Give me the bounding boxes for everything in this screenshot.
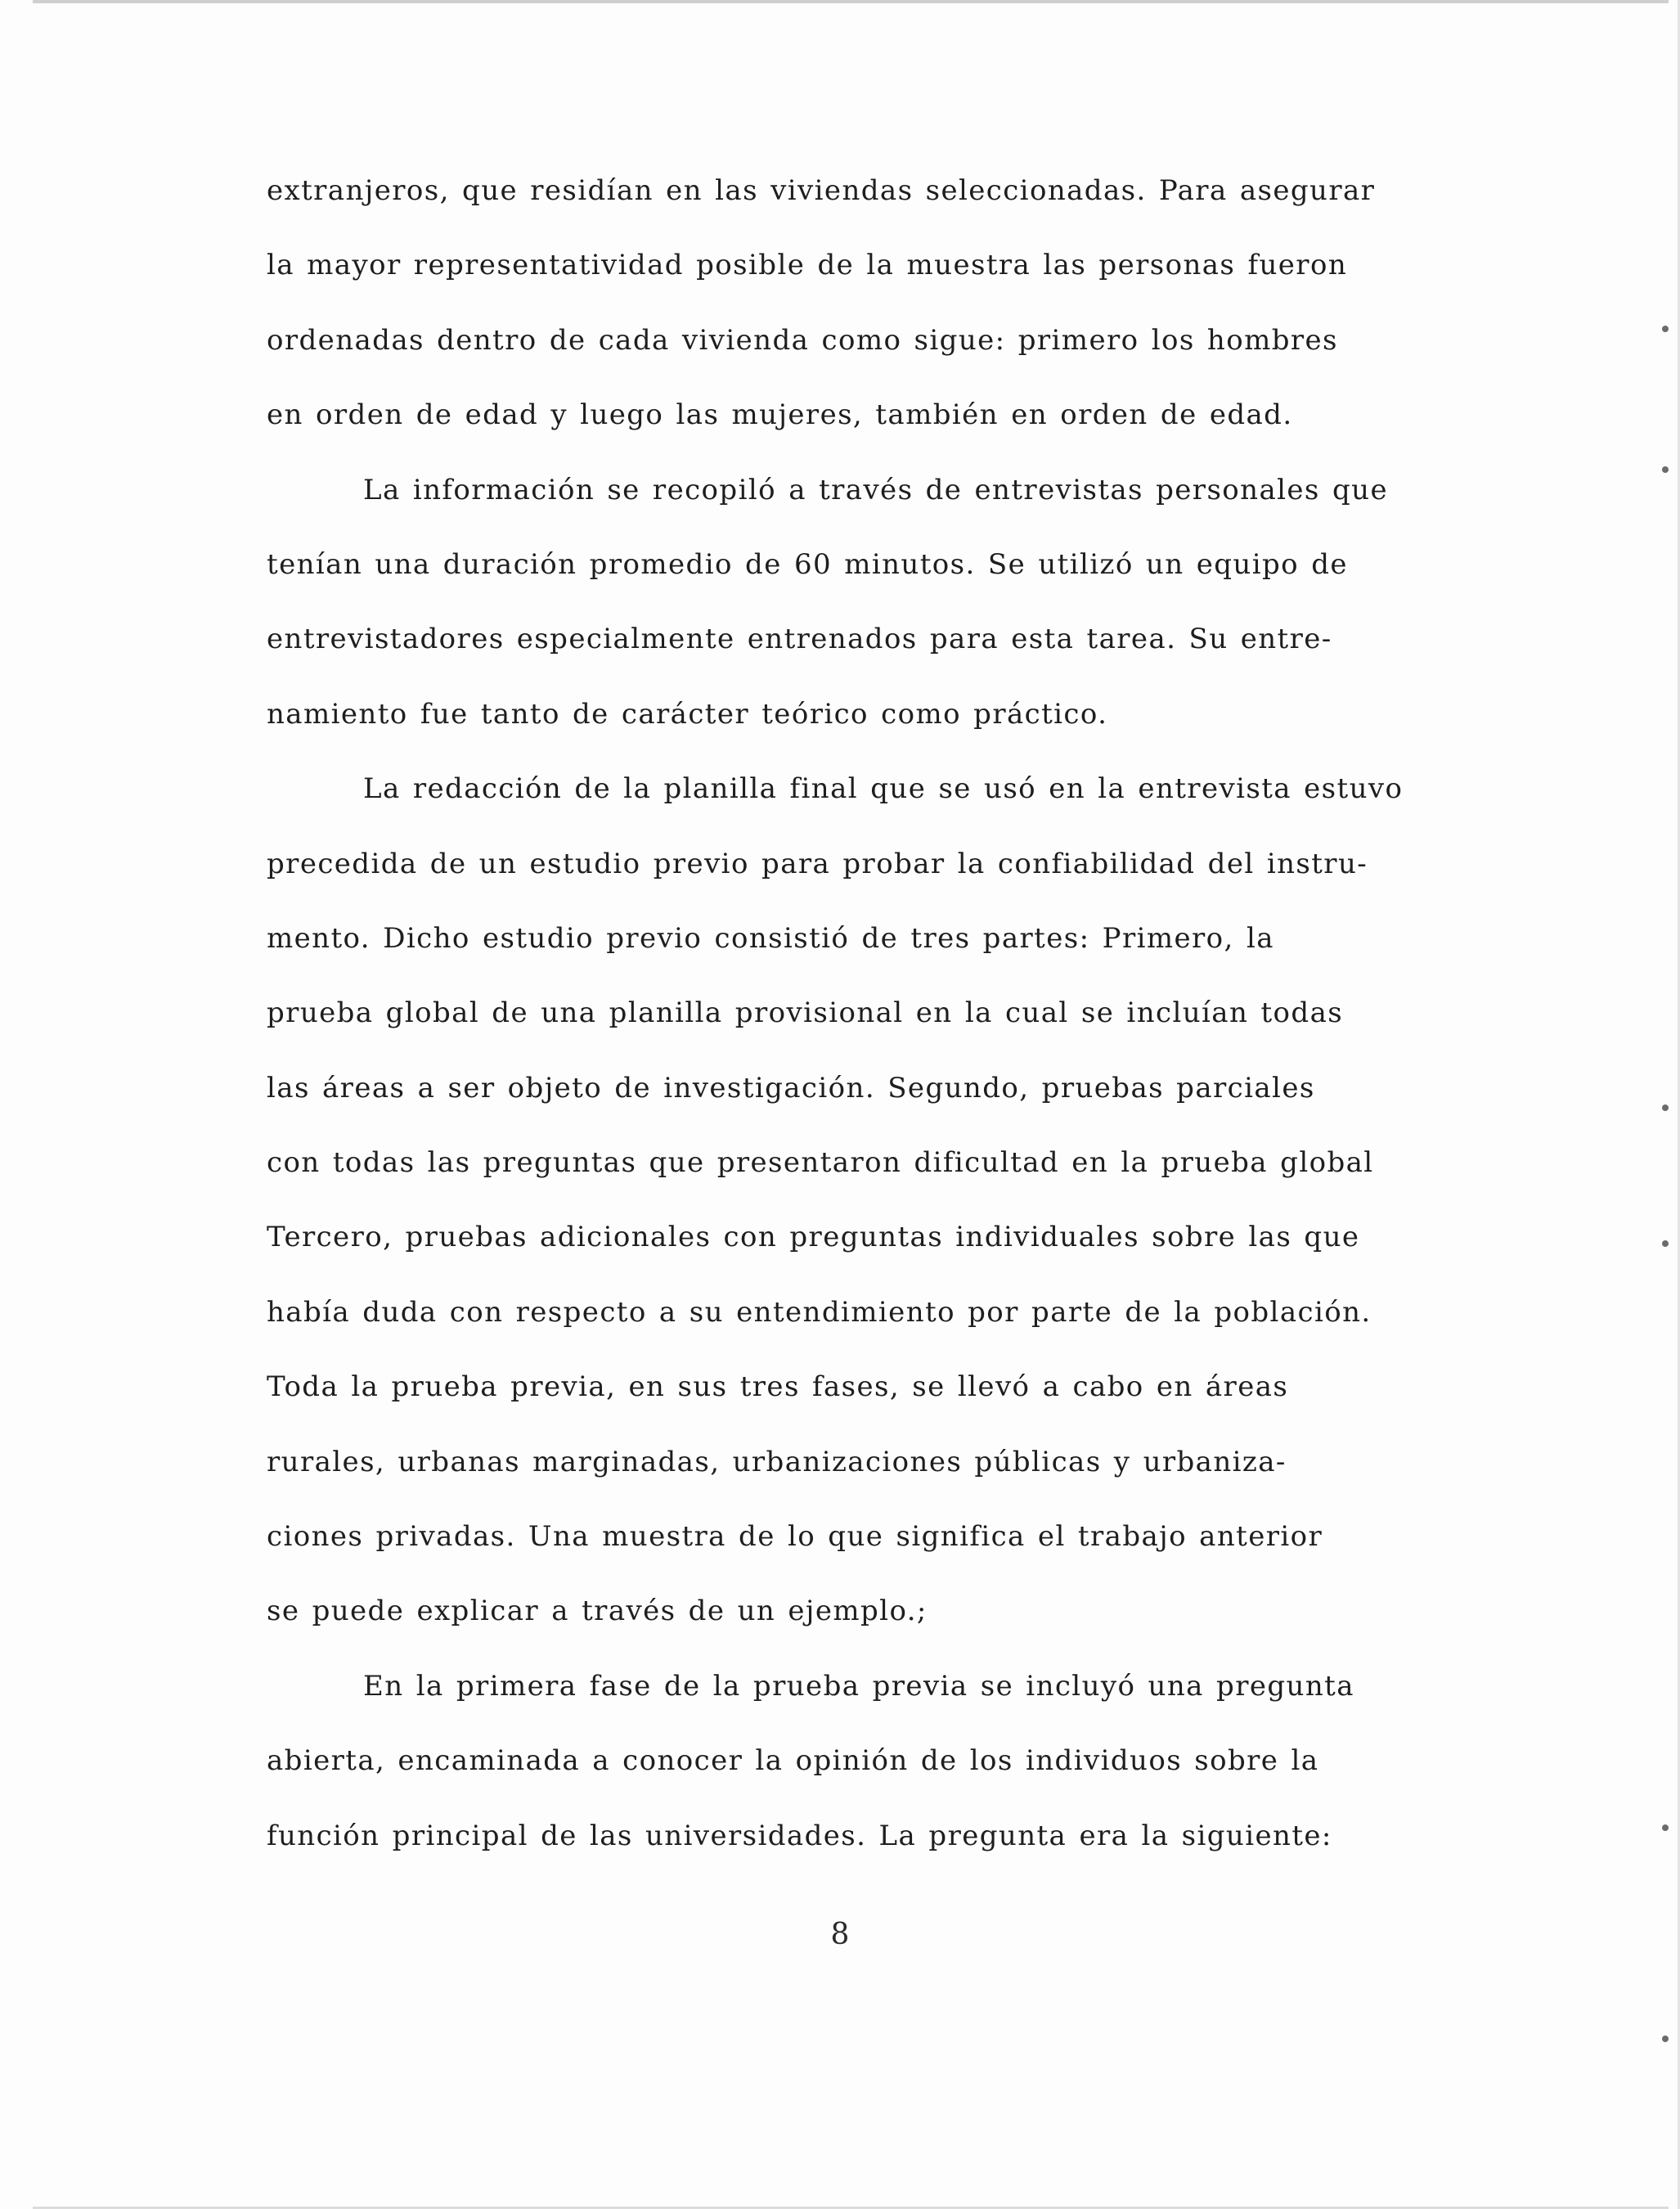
page-top-edge (33, 0, 1669, 3)
text-line: las áreas a ser objeto de investigación. Segundo, pruebas parciales (267, 1071, 1315, 1104)
text-line: rurales, urbanas marginadas, urbanizaciones públicas y urbaniza- (267, 1445, 1287, 1478)
scan-speck (1662, 466, 1669, 473)
text-line: Toda la prueba previa, en sus tres fases, se llevó a cabo en áreas (267, 1370, 1289, 1404)
text-line: había duda con respecto a su entendimiento por parte de la población. (267, 1295, 1372, 1329)
text-line: la mayor representatividad posible de la muestra las personas fueron (267, 249, 1348, 282)
text-line: ciones privadas. Una muestra de lo que significa el trabajo anterior (267, 1520, 1323, 1554)
scan-speck (1662, 326, 1669, 332)
text-line-paragraph-start: La información se recopiló a través de entrevistas personales que (363, 473, 1388, 506)
text-line: mento. Dicho estudio previo consistió de tres partes: Primero, la (267, 921, 1274, 955)
text-line: función principal de las universidades. La pregunta era la siguiente: (267, 1819, 1332, 1852)
text-line: precedida de un estudio previo para probar la confiabilidad del instru- (267, 847, 1368, 880)
text-line: namiento fue tanto de carácter teórico como práctico. (267, 697, 1108, 731)
text-line-paragraph-start: La redacción de la planilla final que se usó en la entrevista estuvo (363, 772, 1404, 806)
scan-speck (1662, 1104, 1669, 1111)
text-line: Tercero, pruebas adicionales con preguntas individuales sobre las que (267, 1221, 1360, 1254)
text-line: en orden de edad y luego las mujeres, también en orden de edad. (267, 398, 1293, 432)
scan-speck (1662, 2036, 1669, 2042)
text-line-paragraph-start: En la primera fase de la prueba previa se incluyó una pregunta (363, 1669, 1354, 1703)
text-line: extranjeros, que residían en las viviendas seleccionadas. Para asegurar (267, 174, 1376, 207)
scan-speck (1662, 1824, 1669, 1831)
scan-speck (1662, 1240, 1669, 1247)
text-line: con todas las preguntas que presentaron dificultad en la prueba global (267, 1146, 1374, 1180)
text-line: entrevistadores especialmente entrenados para esta tarea. Su entre- (267, 623, 1332, 656)
page-number: 8 (830, 1918, 850, 1951)
text-line: prueba global de una planilla provisional en la cual se incluían todas (267, 997, 1344, 1030)
text-line: se puede explicar a través de un ejemplo.; (267, 1595, 928, 1628)
text-line: abierta, encaminada a conocer la opinión de los individuos sobre la (267, 1744, 1319, 1778)
body-text (267, 154, 1461, 1874)
text-line: ordenadas dentro de cada vivienda como sigue: primero los hombres (267, 323, 1338, 357)
text-line: tenían una duración promedio de 60 minutos. Se utilizó un equipo de (267, 547, 1348, 581)
